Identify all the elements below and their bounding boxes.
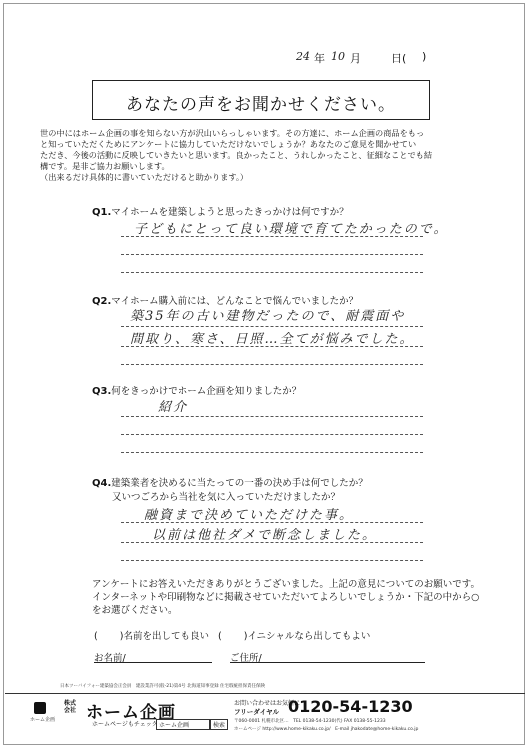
intro-line: 世の中にはホーム企画の事を知らない方が沢山いらっしゃいます。その方達に、ホーム企画の商品をもっ	[40, 128, 425, 138]
option-paren: )	[243, 631, 248, 642]
question-4	[92, 475, 368, 489]
footer-web: ホームページ http://www.home-kikaku.co.jp/ E-mail jhakodate@home-kikaku.co.jp	[234, 727, 419, 732]
closing-text	[92, 578, 480, 617]
question-text: 何をきっかけでホーム企画を知りましたか？	[111, 386, 302, 397]
option-paren: (	[218, 631, 222, 642]
intro-line: （出来るだけ具体的に書いていただけると助かります。）	[40, 172, 249, 182]
company-logo-icon	[34, 702, 46, 714]
intro-line: ただき、今後の活動に反映していきたいと思います。良かったこと、うれしかったこと、征細なことでも結	[40, 150, 433, 160]
question-4-subtext: 又いつごろから当社を気に入っていただけましたか？	[112, 492, 341, 503]
question-number: Q2.	[92, 296, 112, 307]
title-box	[92, 80, 430, 120]
answer-4-line-2: 以前は他社ダメで断念しました。	[152, 528, 378, 543]
question-1	[92, 204, 349, 218]
answer-rule	[121, 416, 423, 417]
option-paren: (	[94, 631, 98, 642]
question-text: マイホームを建築しようと思ったきっかけは何ですか？	[111, 207, 349, 218]
logo-caption: ホーム企画	[30, 717, 56, 723]
date-day-unit: 日(	[391, 52, 407, 65]
option-name-ok[interactable]	[94, 628, 209, 642]
question-text: 建築業者を決めるに当たっての一番の決め手は何でしたか？	[111, 478, 368, 489]
question-text: マイホーム購入前には、どんなことで悩んでいましたか？	[111, 296, 359, 307]
option-label: 名前を出しても良い	[123, 631, 209, 642]
answer-rule	[121, 522, 423, 523]
name-field[interactable]	[94, 662, 212, 663]
closing-line: アンケートにお答えいただきありがとうございました。上記の意見についてのお願いです。	[92, 579, 480, 590]
footer-address: 〒060-0001 札幌市北区… TEL 0138-54-1230(代) FAX 0138-55-1233	[234, 719, 386, 724]
answer-1-line-1: 子どもにとって良い環境で育てたかったので。	[134, 222, 449, 237]
date-year: 24	[296, 50, 310, 63]
date-close: )	[422, 50, 427, 63]
intro-text	[40, 128, 495, 183]
company-type: 株式 会社	[64, 700, 77, 714]
closing-line: をお選びください。	[92, 605, 178, 616]
phone-label-2: フリーダイヤル	[234, 708, 280, 716]
answer-4-line-1: 融資まで決めていただけた事。	[144, 508, 355, 523]
option-paren: )	[119, 631, 124, 642]
footer-divider	[5, 693, 525, 694]
page-title: あなたの声をお聞かせください。	[126, 95, 396, 115]
question-number: Q3.	[92, 386, 112, 397]
date-month-unit: 月	[350, 52, 361, 65]
answer-rule	[121, 236, 423, 237]
answer-rule	[121, 542, 423, 543]
intro-line: と知っていただくためにアンケートに協力していただけないでしょうか？あなたのご意見を聞かせてい	[40, 139, 417, 149]
option-initial-ok[interactable]	[218, 628, 370, 642]
search-button[interactable]: 検索	[210, 719, 228, 730]
answer-rule	[121, 560, 423, 561]
address-field-label: ご住所/	[230, 653, 262, 664]
question-number: Q1.	[92, 207, 112, 218]
date-year-unit: 年	[314, 52, 325, 65]
answer-rule	[121, 452, 423, 453]
search-box[interactable]: ホーム企画	[156, 719, 210, 730]
phone-label-1: お問い合わせはお気軽に	[234, 700, 301, 707]
answer-2-line-1: 築35年の古い建物だったので、耐震面や	[130, 309, 406, 324]
option-label: イニシャルなら出してもよい	[247, 631, 371, 642]
date-month: 10	[331, 50, 345, 63]
closing-line: インターネットや印刷物などに掲載させていただいてよろしいでしょうか・下記の中から○	[92, 592, 480, 603]
address-field[interactable]	[230, 662, 425, 663]
answer-2-line-2: 間取り、寒さ、日照…全てが悩みでした。	[130, 332, 415, 347]
answer-rule	[121, 254, 423, 255]
answer-rule	[121, 326, 423, 327]
answer-rule	[121, 346, 423, 347]
question-3	[92, 383, 301, 397]
answer-rule	[121, 364, 423, 365]
company-name: ホーム企画	[86, 703, 176, 723]
question-number: Q4.	[92, 478, 112, 489]
phone-number[interactable]: 0120-54-1230	[288, 697, 413, 716]
answer-rule	[121, 272, 423, 273]
answer-rule	[121, 434, 423, 435]
name-field-label: お名前/	[94, 653, 126, 664]
homepage-check-label: ホームページもチェック	[92, 721, 158, 728]
footer-fine-print: 日本ツーバイフォー建築協会正会員 建設業許可(般-21)第4号 北海道知事登録 住宅瑕疵担保責任保険	[60, 684, 265, 689]
answer-3-line-1: 紹介	[158, 400, 189, 415]
intro-line: 構です。是非ご協力お願いします。	[40, 161, 170, 171]
